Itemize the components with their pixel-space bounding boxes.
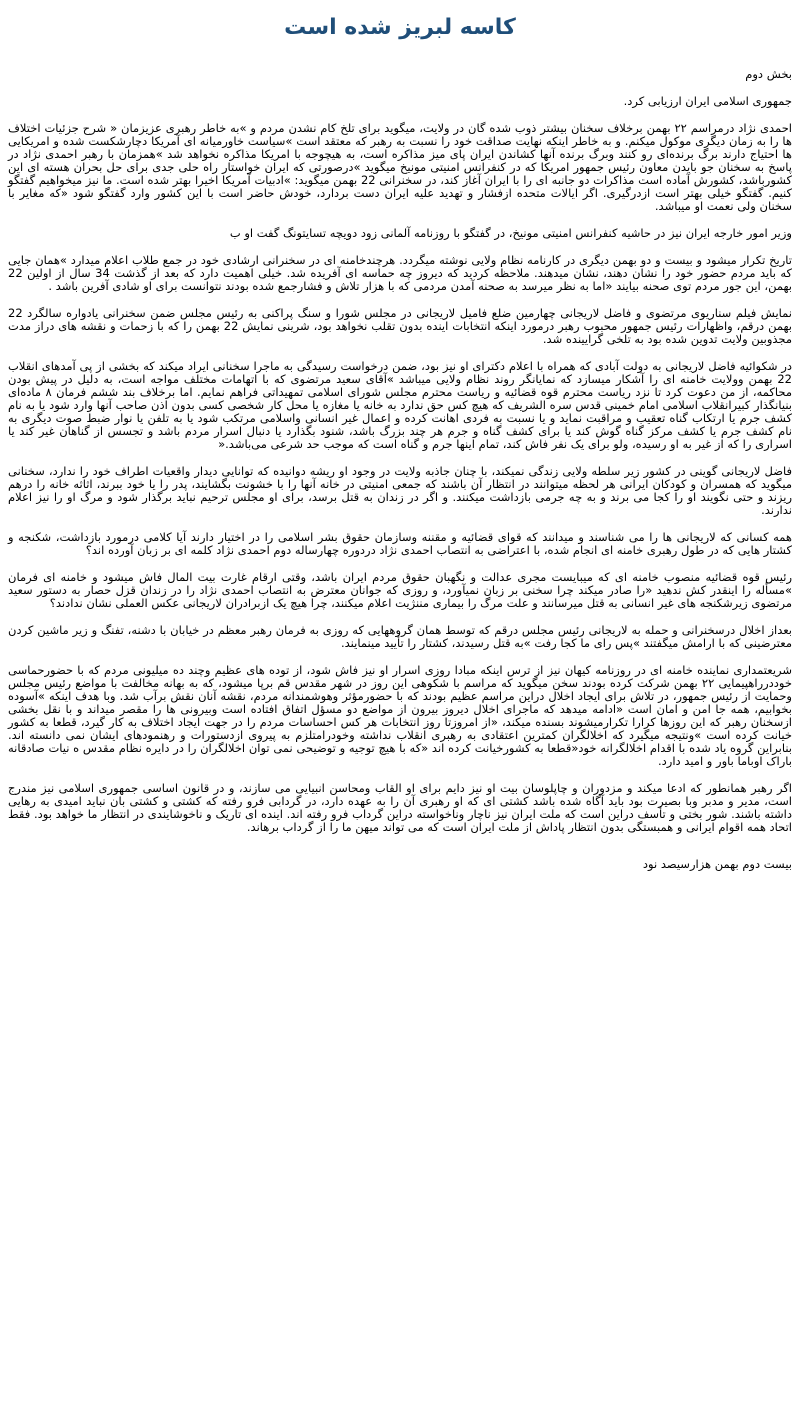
article-body — [8, 68, 792, 871]
paragraph-4: تاریخ تکرار میشود و بیست و دو بهمن دیگری در کارنامه نظام ولایی نوشته میگردد. هرچندخامنه ای در سخنرانی ارشادی خود در جمع طلاب اعلام میدارد »همان جایی که باید مردم حضور خود را نشان دهند، نشان میدهند. ملاحظه کردید که دیروز چه حماسه ای آفریده شد. خیلی اهمیت دارد که بعد از گذشت 34 سال از اولین 22 بهمن، این جور مردم توی صحنه بیایند «اما به نظر میرسد به صحنه آمدن مردمی که با هزار تلاش و فشارجمع شده بودند نتوانست برای او شادی آفرین باشد . — [8, 253, 792, 293]
section-label: بخش دوم — [745, 67, 792, 81]
paragraph-8: همه کسانی که لاریجانی ها را می شناسند و میدانند که قوای قضائیه و مقننه وسازمان حقوق بشر اسلامی را در اختیار دارند آیا کلامی درمورد بازداشت، شکنجه و کشتار هایی که در طول رهبری خامنه ای انجام شده، با اعتراضی به انتصاب احمدی نژاد دردوره چهارساله دوم احمدی نژاد کلمه ای بر زبان آورده اند؟ — [8, 530, 792, 557]
paragraph-10: بعداز اخلال درسخنرانی و حمله به لاریجانی رئیس مجلس درقم که توسط همان گروههایی که روزی به فرمان رهبر معظم در خیابان با دشنه، تفنگ و زیر ماشین کردن معترضینی که با ارامش میگفتند »پس رای ما کجا رفت »به قتل رسیدند، کشتار را تأیید مینمایند. — [8, 623, 792, 650]
paragraph-3: وزیر امور خارجه ایران نیز در حاشیه کنفرانس امنیتی مونیخ، در گفتگو با روزنامه آلمانی زود دویچه تسایتونگ گفت او ب — [229, 226, 792, 240]
paragraph-5: نمایش فیلم سناریوی مرتضوی و فاضل لاریجانی چهارمین ضلع فامیل لاریجانی در مجلس شورا و سنگ پراکنی به رئیس مجلس ضمن سخنرانی یادواره سالگرد 22 بهمن درقم، واظهارات رئیس جمهور محبوب رهبر درمورد اینکه انتخابات اینده بدون تقلب نخواهد بود، شرینی نمایش 22 بهمن را که با زحمات و نقشه های دراز مدت مجذوبین ولایت تدوین شده بود به تلخی گرایینده شد. — [8, 306, 792, 346]
paragraph-9: رئیس قوه قضائیه منصوب خامنه ای که میبایست مجری عدالت و نگهبان حقوق مردم ایران باشد، وقتی ارقام غارت بیت المال فاش میشود و خامنه ای فرمان »مسأله را اینقدر کش ندهید «را صادر میکند چرا سخنی بر زبان نمیآورد، و روزی که جوانان معترض به انتصاب احمدی نژاد را در زندان قزل حصار به دستور سعید مرتضوی زیرشکنجه های غیر انسانی به قتل میرسانند و علت مرگ را بیماری مننژیت اعلام میکنند، چرا هیچ یک ازبرادران لاریجانی عکس العملی نشان ندادند؟ — [8, 570, 792, 610]
paragraph-12: اگر رهبر همانطور که ادعا میکند و مزدوران و چاپلوسان بیت او نیز دایم برای او القاب ومحاسن انبیایی می سازند، و در قانون اساسی جمهوری اسلامی نیز مندرج است، مدیر و مدبر وبا بصیرت بود باید آگاه شده باشد کشتی ای که او رهبری آن را به عهده دارد، در گردابی فرو رفته که کشتی و کشتی بان نباید امیدی به رهایی داشته باشند. شور بختی و تأسف دراین است که ملت ایران نیز ناچار وناخواسته دراین گرداب فرو رفته اند. اینده ای تاریک و ناخوشایندی در انتظار ما خواهد بود. فقط اتحاد همه اقوام ایرانی و همبستگی بدون انتظار پاداش از ملت ایران است که می تواند میهن ما را از گرداب برهاند. — [8, 781, 792, 834]
closing-date: بیست دوم بهمن هزارسیصد نود — [642, 857, 792, 871]
paragraph-11: شریعتمداری نماینده خامنه ای در روزنامه کیهان نیز از ترس اینکه مبادا روزی اسرار او نیز فاش شود، از توده های عظیم وچند ده میلیونی مردم که با حضورحماسی خوددرراهپیمایی ۲۲ بهمن شرکت کرده بودند سخن میگوید که مراسم با شکوهی این روز در شهر مقدس قم برپا میشود، که به بهانه مخالفت با مواضع رئیس مجلس وحمایت از رئیس جمهور، در تلاش برای ایجاد اخلال دراین مراسم عظیم بودند که با حضورمؤثر وهوشمندانه مردم، نقشه آنان نقش برآب شد. وبا هدف اینکه »آسوده بخوابیم، همه جا امن و امان است «ادامه میدهد که ماجرای اخلال دیروز بیرون از مواضع دو مسؤل اتفاق افتاده است وبیرونی ها را مقصر میداند و با نقل بخشی ازسخنان رهبر که این روزها کرارا تکرارمیشوند بسنده میکند، «از امروزتا روز انتخابات هر کس احساسات مردم را در جهت ایجاد اختلاف به کار گیرد، قطعا به کشور خیانت کرده است »ونتیجه میگیرد که اخلالگران کمترین اعتقادی به رهبری انقلاب نداشته وخودرامتلزم به پیروی ازدستورات و رهنمودهای ایشان نمی دانسته اند. بنابراین گروه یاد شده با اقدام اخلالگرانه خود«قطعا به کشورخیانت کرده اند «که با هیچ توجیه و توضیحی نمی توان اخلالگران را در دایره نظام مقدس ه نیات صادقانه باراک اوباما باور و امید دارد. — [8, 663, 792, 768]
paragraph-6: در شکوائیه فاضل لاریجانی به دولت آبادی که همراه با اعلام دکترای او نیز بود، ضمن درخواست رسیدگی به ماجرا سخنانی ایراد میکند که بخشی از پی آمدهای انقلاب 22 بهمن وولایت خامنه ای را آشکار میسازد که نمایانگر روند نظام ولایی میباشد »آقای سعید مرتضوی که با اتهامات مختلف مواجه است، به دلیل در پیش بودن محاکمه، از من دعوت کرد تا نزد ریاست محترم قوه قضائیه و ریاست محترم مجلس شورای اسلامی تمهیداتی فراهم نمایم. اما برخلاف بند ششم فرمان ۸ ماده‌ای بنیانگذار کبیرانقلاب اسلامی امام خمینی قدس سره الشریف که هیچ کس حق ندارد به خانه یا مغازه یا محل کار شخصی کسی بدون اذن صاحب آنها وارد شود یا به نام کشف جرم یا ارتکاب گناه تعقیب و مراقبت نماید و یا نسبت به فردی اهانت کرده و اعمال غیر انسانی واسلامی مرتکب شود یا به تلفن یا نوار ضبط صوت دیگری به نام کشف جرم یا کشف مرکز گناه گوش کند یا برای کشف گناه و جرم هر چند بزرگ باشد، شنود بگذارد یا دنبال اسرار مردم باشد و تجسس از گناهان غیر کند یا اسراری را که از غیر به او رسیده، ولو برای یک نفر فاش کند، تمام اینها جرم و گناه است که موجب حد شرعی می‌باشد.« — [8, 359, 792, 451]
page-title: کاسه لبریز شده است — [284, 15, 516, 40]
paragraph-2: احمدی نژاد درمراسم ۲۲ بهمن برخلاف سخنان بیشتر ذوب شده گان در ولایت، میگوید برای تلخ کام نشدن مردم و »به خاطر رهبری عزیزمان « شرح جزئیات اختلاف ها را به زمان دیگری موکول میکنم. و به خاطر اینکه نهایت صداقت خود را نسبت به رهبر که معتقد است »سیاست خاورمیانه ای آمریکا دچارشکست شده و امریکایی ها احتیاج دارند برگ برنده‌ای رو کنند وبرگ برنده آنها کشاندن ایران پای میز مذاکره است، به هیچوجه با امریکا مذاکره نخواهد شد »همزمان با رهبر احمدی نژاد در پاسخ به سخنان جو بایدن معاون رئیس جمهور امریکا که در کنفرانس امنیتی مونیخ میگوید »درصورتی که ایران خواستار راه حلی جدی برای حل بحران هسته ای این کشورباشد، کشورش آماده است مذاکرات دو جانبه ای را با ایران آغاز کند، در سخنرانی 22 بهمن میگوید: »ادبیات آمریکا اخیرا بهتر شده است. ما نیز میخواهیم گفتگو کنیم. گفتگو خیلی بهتر است ازدرگیری. اگر ایالات متحده ازفشار و تهدید علیه ایران دست بردارد، خودش حاضر است با این کشور وارد گفتگو شود «که مغایر با سخنان ولی نعمت او میباشد. — [8, 121, 792, 213]
paragraph-7: فاضل لاریجانی گوینی در کشور زیر سلطه ولایی زندگی نمیکند، با چنان جاذبه ولایت در وجود او ریشه دوانیده که توانایی دیدار واقعیات اطراف خود را ندارد، سخنانی میگوید که همسران و کودکان ایرانی هر لحظه میتوانند در انتظار آن باشند که جمعی امنیتی در خانه آنها را با خشونت بگشایند، پدر را یا خود ببرند، اثاثه خانه را درهم ریزند و حتی نگویند او را کجا می برند و به چه جرمی بازداشت میکنند. و اگر در زندان به قتل برسد، برای او مجلس ترحیم نباید برگذار شود و مرگ او را نیز اعلام ندارند. — [8, 464, 792, 517]
paragraph-1: جمهوری اسلامی ایران ارزیابی کرد. — [623, 94, 792, 108]
